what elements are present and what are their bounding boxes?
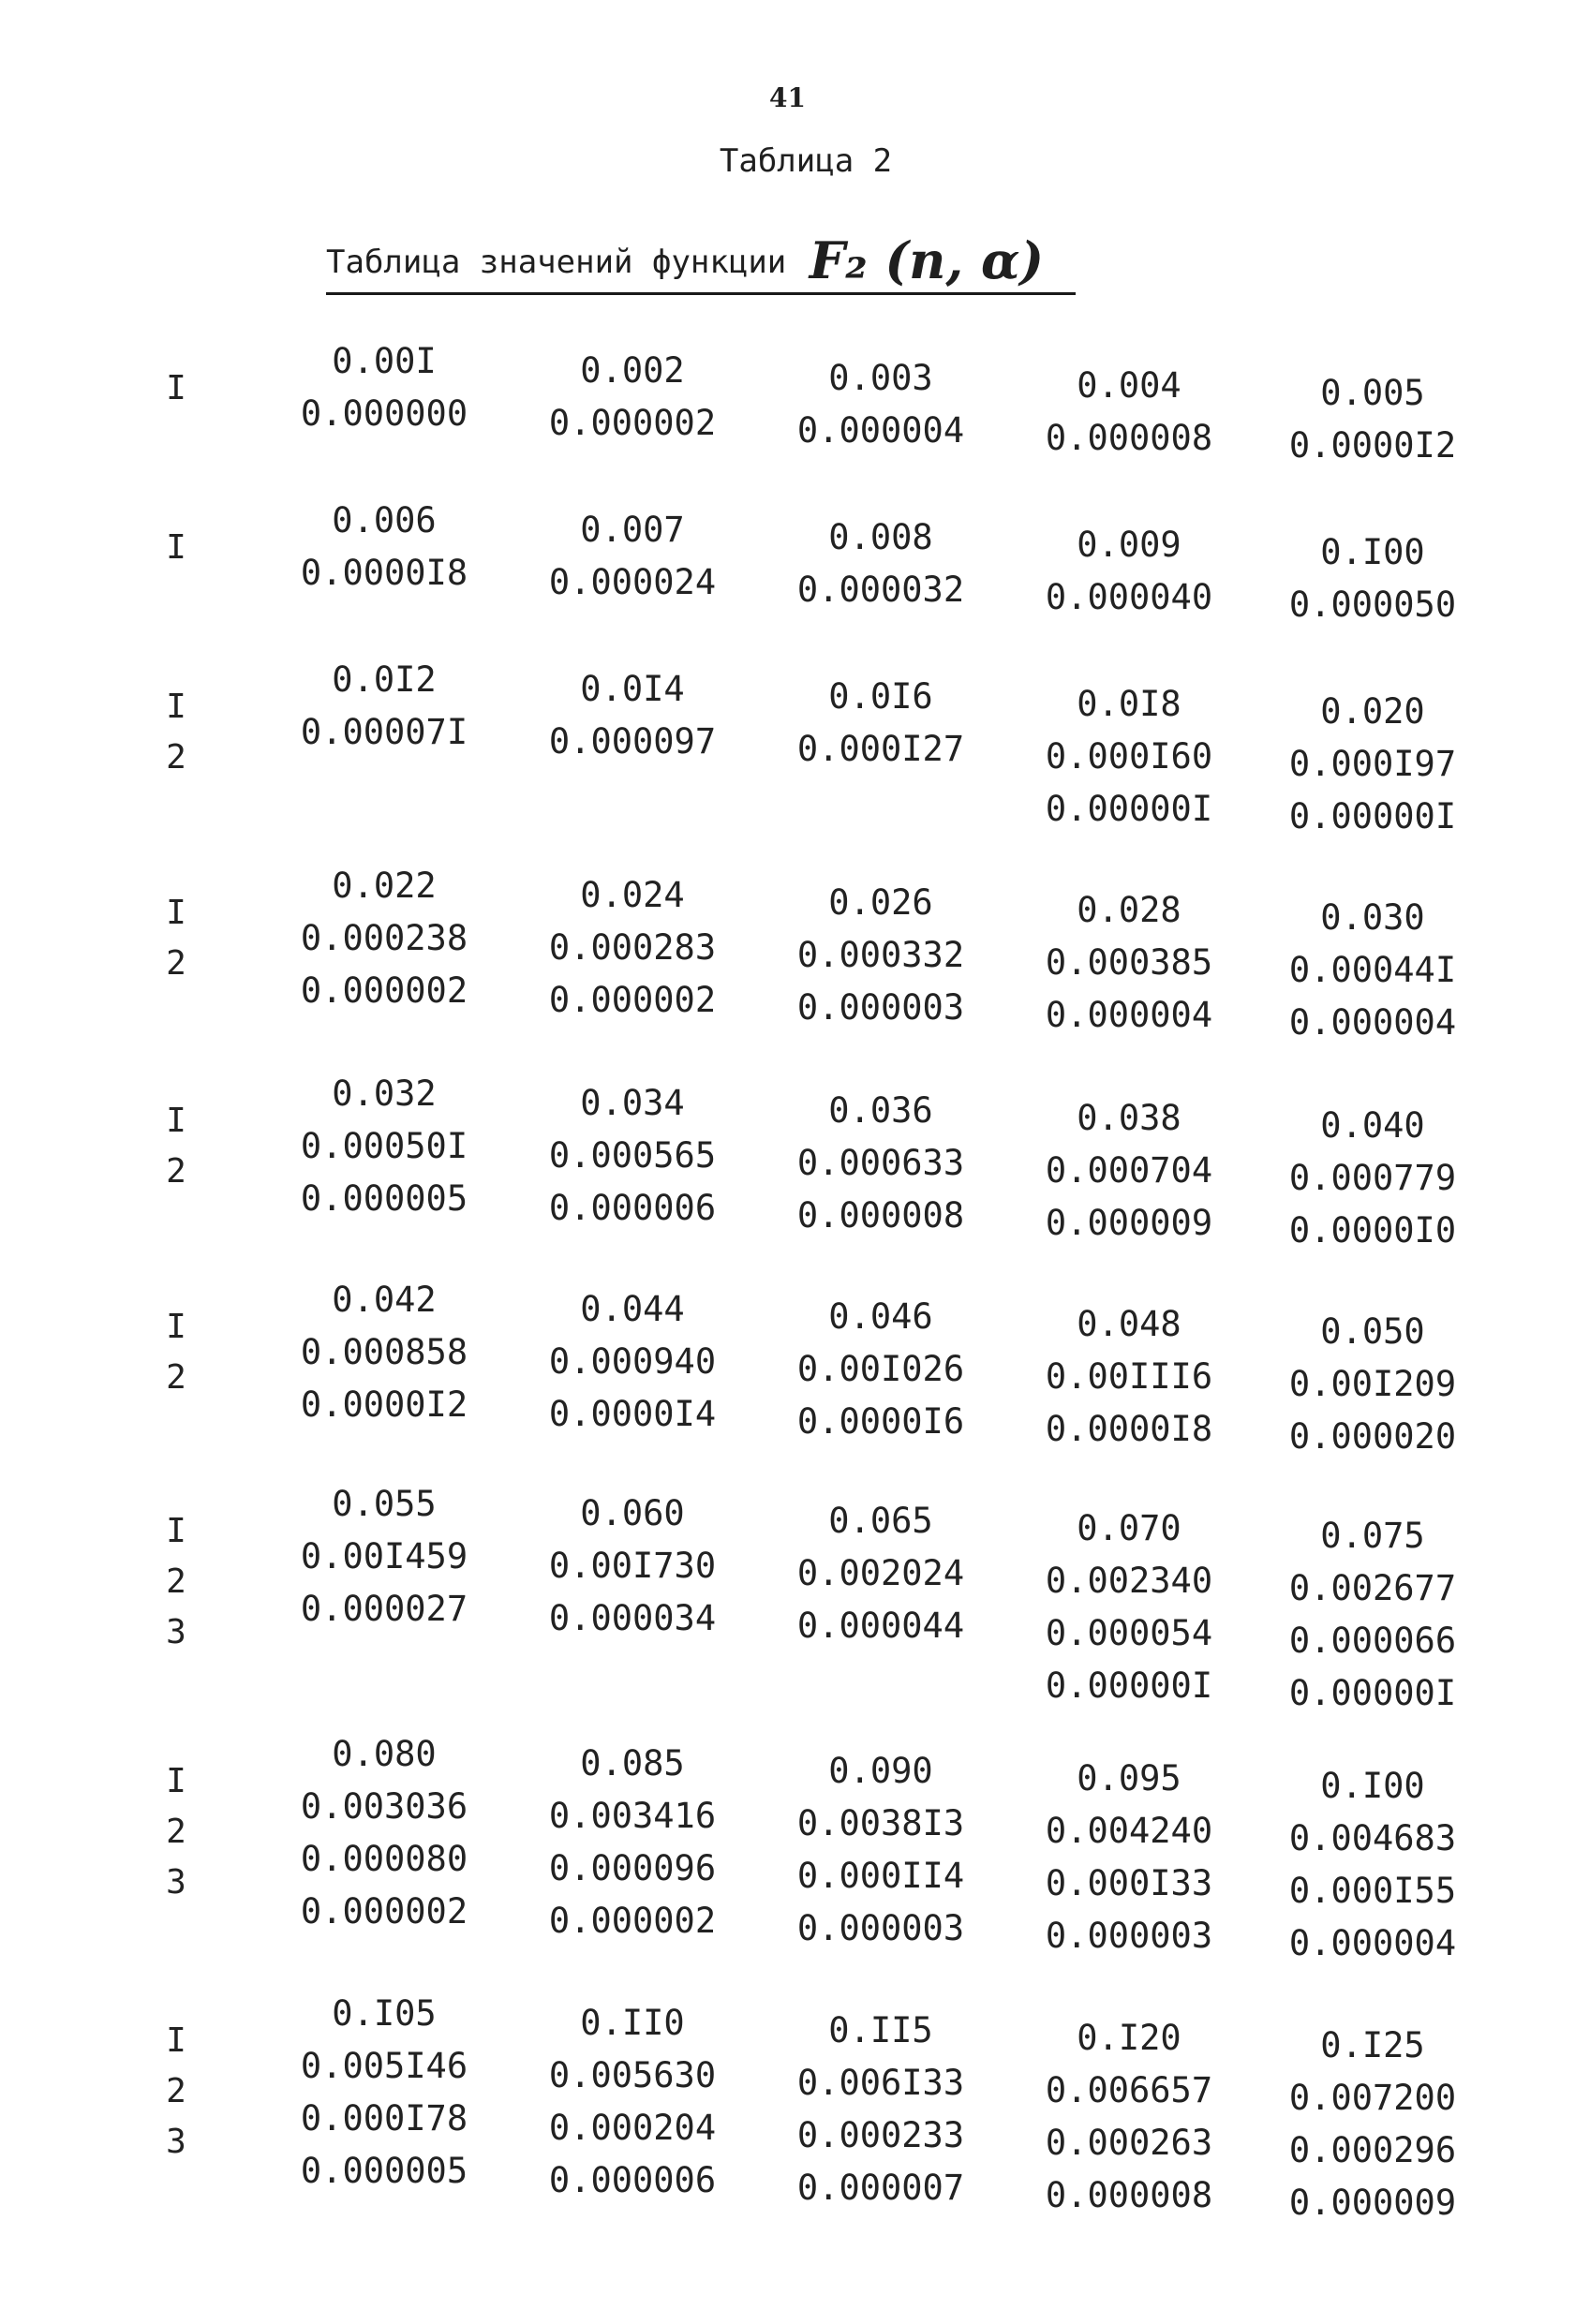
function-value: 0.002340 bbox=[1045, 1561, 1213, 1601]
alpha-value: 0.024 bbox=[580, 875, 685, 915]
function-value: 0.0038I3 bbox=[796, 1803, 965, 1843]
function-value: 0.000054 bbox=[1045, 1613, 1213, 1653]
function-value: 0.00I209 bbox=[1288, 1364, 1457, 1404]
alpha-value: 0.038 bbox=[1077, 1098, 1181, 1138]
value-column bbox=[1035, 2012, 1223, 2222]
function-value: 0.000008 bbox=[1045, 418, 1213, 458]
function-value: 0.000I60 bbox=[1045, 736, 1213, 777]
function-value: 0.000I78 bbox=[300, 2098, 468, 2139]
function-value: 0.000008 bbox=[796, 1195, 965, 1236]
row-order-labels bbox=[157, 682, 195, 783]
value-column bbox=[1035, 1092, 1223, 1250]
value-column bbox=[539, 504, 726, 609]
row-order-label: I bbox=[166, 369, 186, 407]
alpha-value: 0.026 bbox=[828, 882, 933, 923]
function-value: 0.000I33 bbox=[1045, 1863, 1213, 1903]
function-value: 0.0000I2 bbox=[300, 1384, 468, 1425]
row-order-label: 2 bbox=[166, 1562, 186, 1601]
alpha-value: 0.070 bbox=[1077, 1508, 1181, 1548]
function-value: 0.000332 bbox=[796, 935, 965, 975]
function-value: 0.000004 bbox=[1288, 1923, 1457, 1963]
function-value: 0.0000I2 bbox=[1288, 425, 1457, 466]
function-value: 0.005630 bbox=[548, 2055, 717, 2095]
value-column bbox=[787, 671, 974, 776]
function-value: 0.000080 bbox=[300, 1839, 468, 1879]
value-column bbox=[290, 1274, 478, 1431]
value-column bbox=[539, 663, 726, 768]
alpha-value: 0.I00 bbox=[1320, 532, 1425, 572]
row-order-labels bbox=[157, 523, 195, 573]
function-value: 0.00044I bbox=[1288, 950, 1457, 990]
table-title-formula: F₂ (n, α) bbox=[809, 230, 1045, 290]
function-value: 0.000704 bbox=[1045, 1150, 1213, 1191]
function-value: 0.000002 bbox=[548, 1901, 717, 1941]
table-title bbox=[326, 230, 1076, 295]
function-value: 0.000008 bbox=[1045, 2175, 1213, 2215]
alpha-value: 0.046 bbox=[828, 1296, 933, 1337]
alpha-value: 0.044 bbox=[580, 1289, 685, 1329]
function-value: 0.000000 bbox=[300, 393, 468, 434]
value-column bbox=[1279, 367, 1466, 472]
function-value: 0.000044 bbox=[796, 1606, 965, 1646]
alpha-value: 0.I05 bbox=[332, 1993, 437, 2034]
row-order-label: 3 bbox=[166, 2123, 186, 2161]
value-column bbox=[787, 877, 974, 1034]
alpha-value: 0.006 bbox=[332, 500, 437, 540]
function-value: 0.002677 bbox=[1288, 1568, 1457, 1608]
row-order-label: I bbox=[166, 2021, 186, 2060]
alpha-value: 0.I25 bbox=[1320, 2025, 1425, 2065]
function-value: 0.000006 bbox=[548, 1188, 717, 1228]
function-value: 0.00007I bbox=[300, 712, 468, 752]
value-column bbox=[1279, 526, 1466, 631]
alpha-value: 0.090 bbox=[828, 1751, 933, 1791]
function-value: 0.000005 bbox=[300, 2151, 468, 2191]
alpha-value: 0.0I2 bbox=[332, 659, 437, 700]
value-column bbox=[787, 511, 974, 616]
alpha-value: 0.004 bbox=[1077, 365, 1181, 406]
function-value: 0.000034 bbox=[548, 1598, 717, 1638]
function-value: 0.000565 bbox=[548, 1135, 717, 1176]
row-order-labels bbox=[157, 1756, 195, 1908]
alpha-value: 0.0I4 bbox=[580, 669, 685, 709]
function-value: 0.00050I bbox=[300, 1126, 468, 1166]
function-value: 0.005I46 bbox=[300, 2046, 468, 2086]
function-value: 0.000II4 bbox=[796, 1856, 965, 1896]
alpha-value: 0.020 bbox=[1320, 691, 1425, 732]
alpha-value: 0.007 bbox=[580, 510, 685, 550]
alpha-value: 0.0I6 bbox=[828, 676, 933, 717]
function-value: 0.002024 bbox=[796, 1553, 965, 1593]
alpha-value: 0.030 bbox=[1320, 897, 1425, 938]
value-column bbox=[787, 352, 974, 457]
function-value: 0.000007 bbox=[796, 2168, 965, 2208]
value-column bbox=[290, 1478, 478, 1636]
alpha-value: 0.003 bbox=[828, 358, 933, 398]
alpha-value: 0.060 bbox=[580, 1493, 685, 1533]
function-value: 0.000003 bbox=[1045, 1916, 1213, 1956]
value-column bbox=[290, 1068, 478, 1225]
value-column bbox=[290, 860, 478, 1017]
value-column bbox=[539, 1997, 726, 2207]
function-value: 0.000858 bbox=[300, 1332, 468, 1372]
row-order-label: 2 bbox=[166, 1152, 186, 1191]
function-value: 0.000027 bbox=[300, 1589, 468, 1629]
value-column bbox=[1279, 1100, 1466, 1257]
alpha-value: 0.042 bbox=[332, 1280, 437, 1320]
value-column bbox=[290, 654, 478, 759]
function-value: 0.00000I bbox=[1288, 1673, 1457, 1713]
value-column bbox=[787, 1745, 974, 1955]
function-value: 0.0000I6 bbox=[796, 1401, 965, 1442]
value-column bbox=[290, 335, 478, 440]
row-order-labels bbox=[157, 1302, 195, 1403]
function-value: 0.000I97 bbox=[1288, 744, 1457, 784]
alpha-value: 0.080 bbox=[332, 1734, 437, 1774]
function-value: 0.0000I4 bbox=[548, 1394, 717, 1434]
function-value: 0.006657 bbox=[1045, 2070, 1213, 2110]
function-value: 0.00000I bbox=[1045, 1665, 1213, 1706]
function-value: 0.000050 bbox=[1288, 585, 1457, 625]
function-value: 0.000263 bbox=[1045, 2123, 1213, 2163]
alpha-value: 0.095 bbox=[1077, 1758, 1181, 1799]
function-value: 0.000066 bbox=[1288, 1621, 1457, 1661]
row-order-labels bbox=[157, 888, 195, 989]
function-value: 0.000002 bbox=[300, 970, 468, 1011]
function-value: 0.000024 bbox=[548, 562, 717, 602]
alpha-value: 0.009 bbox=[1077, 525, 1181, 565]
function-value: 0.000020 bbox=[1288, 1416, 1457, 1457]
value-column bbox=[539, 1488, 726, 1645]
alpha-value: 0.II5 bbox=[828, 2010, 933, 2050]
value-column bbox=[1279, 686, 1466, 843]
function-value: 0.004683 bbox=[1288, 1818, 1457, 1858]
row-order-labels bbox=[157, 1506, 195, 1658]
function-value: 0.003036 bbox=[300, 1786, 468, 1827]
function-value: 0.000I27 bbox=[796, 729, 965, 769]
function-value: 0.000238 bbox=[300, 918, 468, 958]
row-order-label: 2 bbox=[166, 1813, 186, 1851]
value-column bbox=[539, 869, 726, 1027]
row-order-label: I bbox=[166, 528, 186, 567]
alpha-value: 0.I00 bbox=[1320, 1766, 1425, 1806]
function-value: 0.000002 bbox=[300, 1891, 468, 1932]
function-value: 0.0000I0 bbox=[1288, 1210, 1457, 1251]
function-value: 0.00I730 bbox=[548, 1546, 717, 1586]
alpha-value: 0.005 bbox=[1320, 373, 1425, 413]
value-column bbox=[1035, 1753, 1223, 1962]
function-value: 0.00000I bbox=[1045, 789, 1213, 829]
row-order-label: 2 bbox=[166, 944, 186, 983]
value-column bbox=[1035, 884, 1223, 1042]
row-order-label: I bbox=[166, 894, 186, 932]
row-order-label: 3 bbox=[166, 1613, 186, 1651]
row-order-label: I bbox=[166, 688, 186, 726]
table-title-text: Таблица значений функции bbox=[326, 244, 787, 281]
value-column bbox=[787, 2005, 974, 2214]
value-column bbox=[1035, 519, 1223, 624]
alpha-value: 0.040 bbox=[1320, 1105, 1425, 1146]
alpha-value: 0.055 bbox=[332, 1484, 437, 1524]
alpha-value: 0.075 bbox=[1320, 1516, 1425, 1556]
row-order-label: I bbox=[166, 1762, 186, 1800]
value-column bbox=[1279, 1306, 1466, 1463]
row-order-labels bbox=[157, 363, 195, 414]
function-value: 0.000097 bbox=[548, 721, 717, 762]
function-value: 0.000002 bbox=[548, 980, 717, 1020]
value-column bbox=[1035, 1502, 1223, 1712]
alpha-value: 0.022 bbox=[332, 866, 437, 906]
function-value: 0.007200 bbox=[1288, 2078, 1457, 2118]
function-value: 0.00I459 bbox=[300, 1536, 468, 1576]
alpha-value: 0.050 bbox=[1320, 1311, 1425, 1352]
function-value: 0.000779 bbox=[1288, 1158, 1457, 1198]
table-label: Таблица 2 bbox=[719, 142, 893, 180]
alpha-value: 0.065 bbox=[828, 1501, 933, 1541]
function-value: 0.0000I8 bbox=[1045, 1409, 1213, 1449]
value-column bbox=[787, 1085, 974, 1242]
value-column bbox=[1035, 360, 1223, 465]
alpha-value: 0.I20 bbox=[1077, 2018, 1181, 2058]
function-value: 0.0000I8 bbox=[300, 553, 468, 593]
value-column bbox=[1279, 1510, 1466, 1720]
page-number: 41 bbox=[769, 82, 806, 113]
row-order-label: 2 bbox=[166, 738, 186, 777]
value-column bbox=[290, 495, 478, 600]
function-value: 0.000I55 bbox=[1288, 1871, 1457, 1911]
value-column bbox=[787, 1495, 974, 1652]
function-value: 0.000204 bbox=[548, 2108, 717, 2148]
value-column bbox=[290, 1988, 478, 2198]
row-order-label: I bbox=[166, 1512, 186, 1550]
function-value: 0.000004 bbox=[1288, 1002, 1457, 1043]
function-value: 0.004240 bbox=[1045, 1811, 1213, 1851]
function-value: 0.000633 bbox=[796, 1143, 965, 1183]
alpha-value: 0.034 bbox=[580, 1083, 685, 1123]
alpha-value: 0.036 bbox=[828, 1090, 933, 1131]
alpha-value: 0.0I8 bbox=[1077, 684, 1181, 724]
alpha-value: 0.085 bbox=[580, 1743, 685, 1784]
function-value: 0.000040 bbox=[1045, 577, 1213, 617]
function-value: 0.000005 bbox=[300, 1178, 468, 1219]
row-order-labels bbox=[157, 1096, 195, 1197]
alpha-value: 0.II0 bbox=[580, 2003, 685, 2043]
value-column bbox=[1035, 1298, 1223, 1456]
function-value: 0.000233 bbox=[796, 2115, 965, 2155]
function-value: 0.000004 bbox=[796, 410, 965, 451]
value-column bbox=[1035, 678, 1223, 836]
alpha-value: 0.008 bbox=[828, 517, 933, 557]
function-value: 0.000096 bbox=[548, 1848, 717, 1888]
row-order-label: I bbox=[166, 1102, 186, 1140]
value-column bbox=[1279, 1760, 1466, 1970]
function-value: 0.000940 bbox=[548, 1341, 717, 1382]
function-value: 0.000006 bbox=[548, 2160, 717, 2200]
value-column bbox=[1279, 892, 1466, 1049]
alpha-value: 0.028 bbox=[1077, 890, 1181, 930]
alpha-value: 0.00I bbox=[332, 341, 437, 381]
function-value: 0.000385 bbox=[1045, 942, 1213, 983]
function-value: 0.000003 bbox=[796, 1908, 965, 1948]
function-value: 0.000283 bbox=[548, 927, 717, 968]
row-order-label: 2 bbox=[166, 2072, 186, 2110]
value-column bbox=[290, 1728, 478, 1938]
alpha-value: 0.002 bbox=[580, 350, 685, 391]
row-order-label: I bbox=[166, 1308, 186, 1346]
value-column bbox=[1279, 2020, 1466, 2229]
alpha-value: 0.032 bbox=[332, 1073, 437, 1114]
row-order-label: 3 bbox=[166, 1863, 186, 1902]
function-value: 0.00I026 bbox=[796, 1349, 965, 1389]
function-value: 0.000032 bbox=[796, 570, 965, 610]
value-column bbox=[539, 1738, 726, 1947]
function-value: 0.006I33 bbox=[796, 2063, 965, 2103]
value-column bbox=[539, 1283, 726, 1441]
function-value: 0.000004 bbox=[1045, 995, 1213, 1035]
function-value: 0.000296 bbox=[1288, 2130, 1457, 2170]
value-column bbox=[539, 345, 726, 450]
function-value: 0.000003 bbox=[796, 987, 965, 1028]
function-value: 0.000009 bbox=[1045, 1203, 1213, 1243]
row-order-labels bbox=[157, 2016, 195, 2168]
value-column bbox=[787, 1291, 974, 1448]
function-value: 0.000009 bbox=[1288, 2183, 1457, 2223]
value-column bbox=[539, 1077, 726, 1235]
alpha-value: 0.048 bbox=[1077, 1304, 1181, 1344]
function-value: 0.000002 bbox=[548, 403, 717, 443]
row-order-label: 2 bbox=[166, 1358, 186, 1397]
function-value: 0.00000I bbox=[1288, 796, 1457, 836]
function-value: 0.00III6 bbox=[1045, 1356, 1213, 1397]
function-value: 0.003416 bbox=[548, 1796, 717, 1836]
